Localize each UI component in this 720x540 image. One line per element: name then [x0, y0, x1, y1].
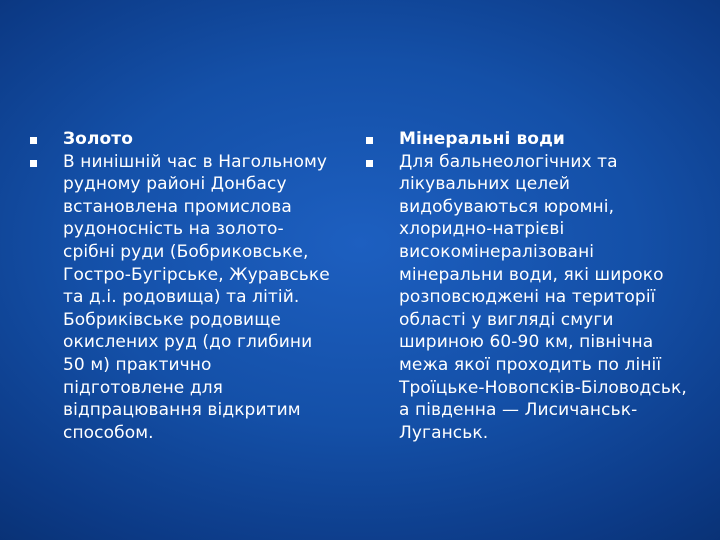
left-column — [30, 128, 350, 444]
square-bullet-icon — [366, 137, 373, 144]
right-heading: Мінеральні води — [399, 129, 565, 149]
square-bullet-icon — [366, 160, 373, 167]
square-bullet-icon — [30, 137, 37, 144]
square-bullet-icon — [30, 160, 37, 167]
list-item-body — [30, 151, 350, 445]
left-body-text: В нинішній час в Нагольному рудному районі Донбасу встановлена промислова рудоносність на золото-срібні руди (Бобриковське, Гостро-Бугірське, Журавське та д.і. родовища) та літій. Бобриківське родовище окислених руд (до глибини 50 м) практично підготовлене для відпрацювання відкритим способом. — [63, 151, 330, 443]
list-item-body — [366, 151, 696, 445]
list-item-heading — [366, 128, 696, 151]
right-column — [366, 128, 696, 444]
right-body-text: Для бальнеологічних та лікувальних целей видобуваються юромні, хлоридно-натрієві високомінералізовані мінеральни води, які широко розповсюджені на території області у вигляді смуги шириною 60-90 км, північна межа якої проходить по лінії Троїцьке-Новопсків-Біловодськ, а південна — Лисичанськ-Луганськ. — [399, 151, 687, 443]
list-item-heading — [30, 128, 350, 151]
left-heading: Золото — [63, 129, 134, 149]
